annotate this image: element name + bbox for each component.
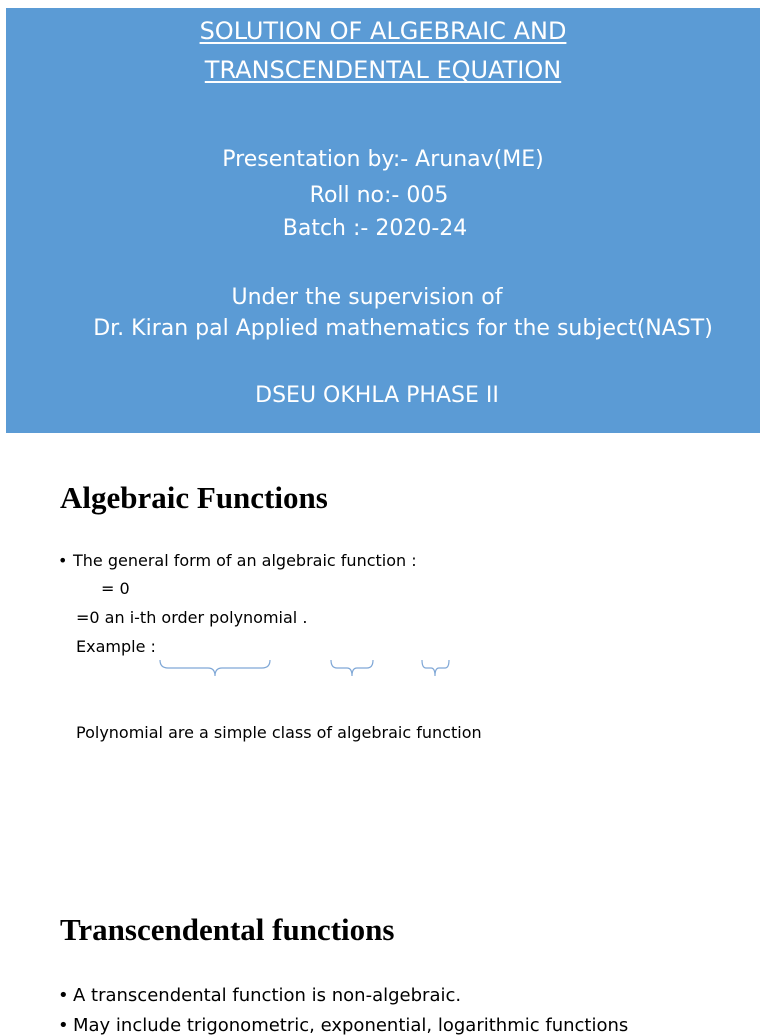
underbrace-icon <box>329 658 375 680</box>
equation-line: = 0 <box>101 579 130 598</box>
supervisor-line: Dr. Kiran pal Applied mathematics for the subject(NAST) <box>93 316 713 341</box>
underbrace-icon <box>158 658 272 680</box>
title-slide <box>6 8 760 433</box>
bullet-non-algebraic: A transcendental function is non-algebraic. <box>73 985 462 1006</box>
bullet-icon: • <box>58 985 69 1006</box>
algebraic-functions-slide <box>0 440 768 870</box>
bullet-includes: May include trigonometric, exponential, logarithmic functions <box>73 1015 629 1036</box>
polynomial-line: =0 an i-th order polynomial . <box>76 608 308 627</box>
bullet-icon: • <box>58 551 68 570</box>
title-line-1: SOLUTION OF ALGEBRAIC AND <box>199 17 567 45</box>
title-line-2: TRANSCENDENTAL EQUATION <box>204 56 562 84</box>
polynomial-note: Polynomial are a simple class of algebraic function <box>76 723 482 742</box>
presenter-line: Presentation by:- Arunav(ME) <box>222 147 544 172</box>
slide-heading: Transcendental functions <box>60 912 395 947</box>
example-label: Example : <box>76 637 156 656</box>
bullet-icon: • <box>58 1015 69 1036</box>
transcendental-functions-slide <box>0 880 768 1036</box>
slide-heading: Algebraic Functions <box>60 480 328 515</box>
bullet-general-form: The general form of an algebraic function : <box>73 551 417 570</box>
supervision-line: Under the supervision of <box>231 285 503 310</box>
underbrace-icon <box>420 658 452 680</box>
institute-line: DSEU OKHLA PHASE II <box>255 383 499 408</box>
batch-line: Batch :- 2020-24 <box>282 216 468 241</box>
roll-number-line: Roll no:- 005 <box>309 183 449 208</box>
